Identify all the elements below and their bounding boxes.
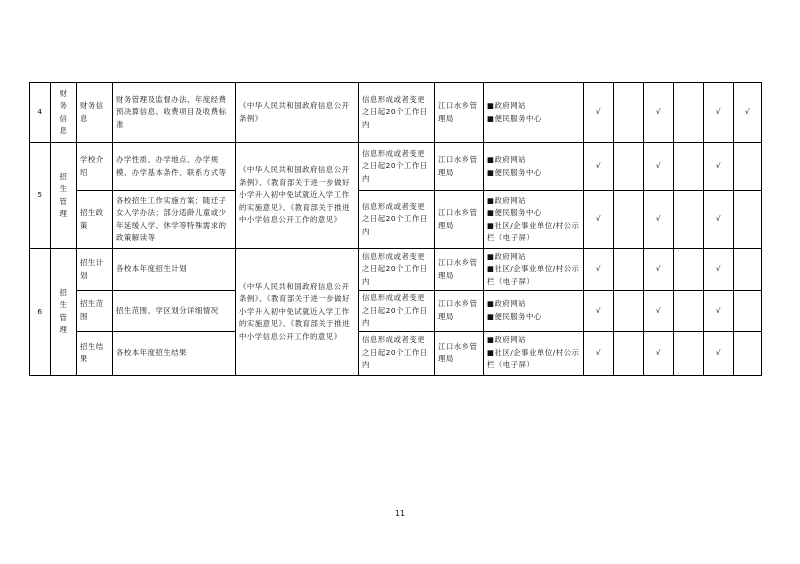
timing-cell: 信息形成或者变更之日起20个工作日内 [359,191,435,249]
disclosure-table [29,82,762,376]
category-cell [51,249,77,376]
check-cell [734,191,762,249]
department-cell: 江口水乡管理局 [435,331,484,375]
channel-item: ■便民服务中心 [487,113,542,123]
subcategory-cell: 招生政策 [77,191,113,249]
check-cell: √ [704,191,734,249]
channels-cell [484,331,584,375]
table-row [30,291,762,332]
check-cell: √ [644,331,674,375]
channel-item: ■政府网站 [487,101,527,110]
basis-cell: 《中华人民共和国政府信息公开条例》、《教育部关于进一步做好小学升入初中免试就近入学工作的实施意见》、《教育部关于推进中小学信息公开工作的意见》 [236,143,359,249]
table-row [30,143,762,191]
channel-item: ■政府网站 [487,299,527,309]
channels-cell [484,83,584,143]
category-char: 息 [59,126,68,135]
timing-cell: 信息形成或者变更之日起20个工作日内 [359,291,435,332]
row-number: 6 [30,249,51,376]
department-cell: 江口水乡管理局 [435,191,484,249]
table-row [30,191,762,249]
check-cell [614,83,644,143]
table-row [30,249,762,291]
category-char: 招 [59,171,68,181]
category-char: 信 [59,113,68,123]
content-cell: 各校本年度招生计划 [113,249,236,291]
channel-item: ■便民服务中心 [487,208,542,217]
category-char: 财 [59,88,68,98]
check-cell: √ [704,143,734,191]
channel-item: ■便民服务中心 [487,311,542,321]
check-cell: √ [584,191,614,249]
check-cell: √ [584,291,614,332]
basis-cell: 《中华人民共和国政府信息公开条例》、《教育部关于进一步做好小学升入初中免试就近入学工作的实施意见》、《教育部关于推进中小学信息公开工作的意见》 [236,249,359,376]
check-cell [674,143,704,191]
subcategory-cell: 学校介绍 [77,143,113,191]
subcategory-cell: 招生结果 [77,331,113,375]
table-row [30,83,762,143]
table-row [30,331,762,375]
channel-item: ■政府网站 [487,335,527,345]
check-cell [734,249,762,291]
check-cell: √ [644,191,674,249]
channels-cell [484,191,584,249]
category-char: 招 [59,287,68,297]
content-cell: 各校招生工作实施方案；随迁子女入学办法；部分适龄儿童或少年延缓入学、休学等特殊需求的政策解读等 [113,191,236,249]
row-number: 4 [30,83,51,143]
check-cell: √ [644,291,674,332]
channel-item: ■政府网站 [487,155,527,164]
timing-cell: 信息形成或者变更之日起20个工作日内 [359,83,435,143]
category-char: 理 [59,325,68,335]
check-cell: √ [584,143,614,191]
check-cell [674,83,704,143]
channel-item: ■便民服务中心 [487,167,542,177]
subcategory-cell: 财务信息 [77,83,113,143]
check-cell [674,331,704,375]
basis-cell: 《中华人民共和国政府信息公开条例》 [236,83,359,143]
content-cell: 招生范围、学区划分详细情况 [113,291,236,332]
check-cell: √ [734,83,762,143]
check-cell: √ [644,249,674,291]
check-cell [674,249,704,291]
content-cell: 财务管理及监督办法、年度经费预决算信息、收费项目及收费标准 [113,83,236,143]
check-cell: √ [704,331,734,375]
channels-cell [484,291,584,332]
channels-cell [484,249,584,291]
department-cell: 江口水乡管理局 [435,143,484,191]
content-cell: 各校本年度招生结果 [113,331,236,375]
category-char: 务 [59,101,68,110]
department-cell: 江口水乡管理局 [435,83,484,143]
check-cell: √ [584,249,614,291]
channel-item: ■社区/企事业单位/村公示栏（电子屏） [487,264,580,286]
check-cell: √ [644,143,674,191]
check-cell: √ [584,331,614,375]
category-char: 生 [59,184,68,193]
category-char: 生 [59,300,68,310]
check-cell [674,291,704,332]
category-char: 管 [59,196,68,206]
check-cell [674,191,704,249]
timing-cell: 信息形成或者变更之日起20个工作日内 [359,249,435,291]
subcategory-cell: 招生范围 [77,291,113,332]
check-cell [614,331,644,375]
category-char: 管 [59,312,68,322]
check-cell: √ [584,83,614,143]
timing-cell: 信息形成或者变更之日起20个工作日内 [359,143,435,191]
check-cell [614,143,644,191]
row-number: 5 [30,143,51,249]
category-cell [51,143,77,249]
channel-item: ■社区/企事业单位/村公示栏（电子屏） [487,220,580,242]
page-number: 11 [394,509,406,518]
department-cell: 江口水乡管理局 [435,249,484,291]
check-cell [734,143,762,191]
table-body [30,83,762,376]
category-char: 理 [59,209,68,218]
content-cell: 办学性质、办学地点、办学规模、办学基本条件、联系方式等 [113,143,236,191]
channel-item: ■政府网站 [487,251,527,261]
check-cell [614,191,644,249]
check-cell: √ [704,83,734,143]
check-cell: √ [704,249,734,291]
department-cell: 江口水乡管理局 [435,291,484,332]
timing-cell: 信息形成或者变更之日起20个工作日内 [359,331,435,375]
channel-item: ■政府网站 [487,195,527,205]
check-cell [734,331,762,375]
channel-item: ■社区/企事业单位/村公示栏（电子屏） [487,347,580,370]
channels-cell [484,143,584,191]
check-cell [614,249,644,291]
check-cell [614,291,644,332]
subcategory-cell: 招生计划 [77,249,113,291]
check-cell [734,291,762,332]
check-cell: √ [704,291,734,332]
category-cell [51,83,77,143]
check-cell: √ [644,83,674,143]
